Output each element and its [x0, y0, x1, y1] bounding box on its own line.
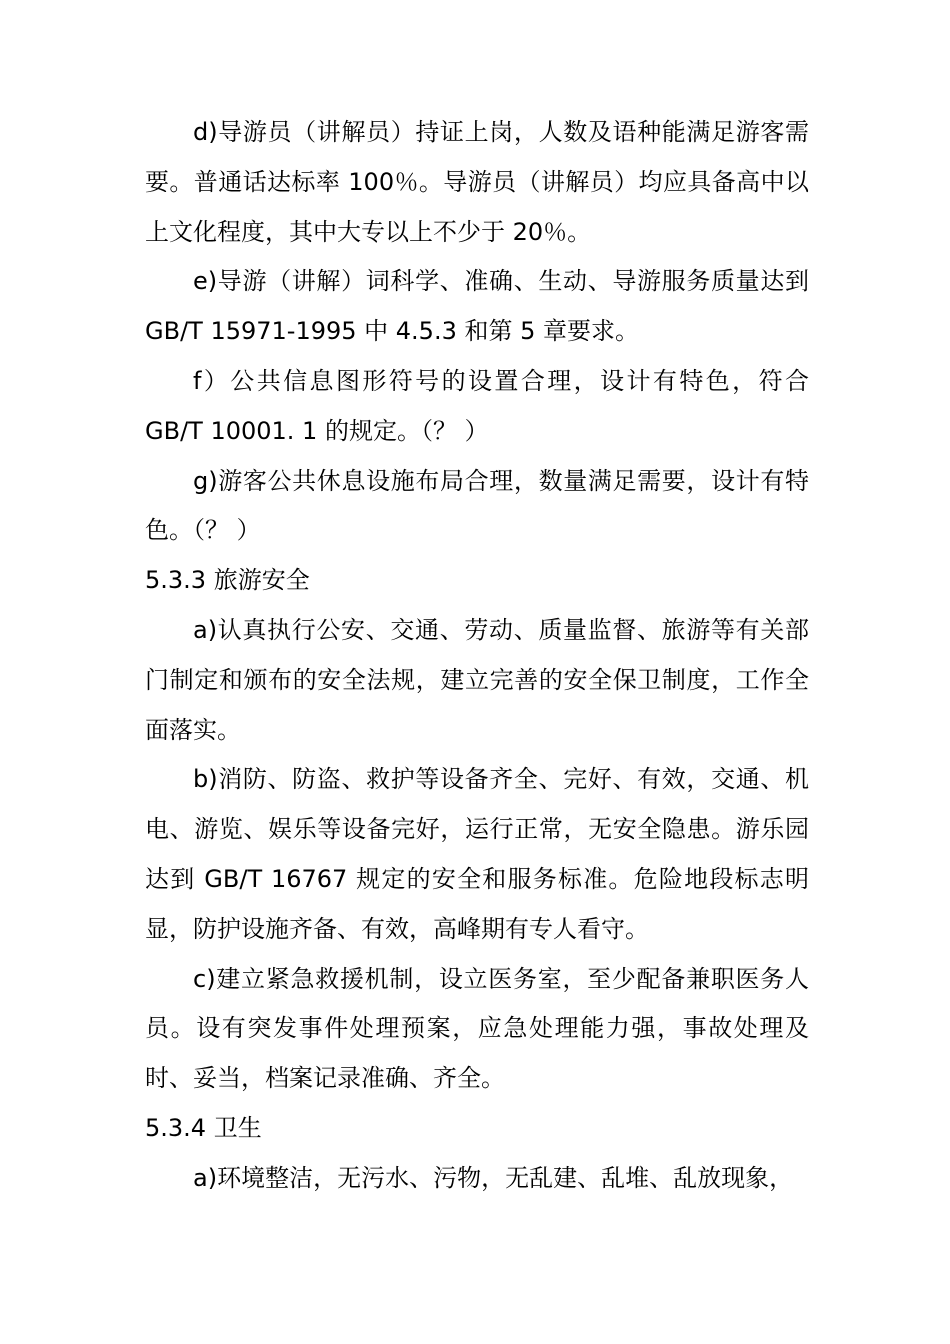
paragraph-d-tour-guides: d)导游员（讲解员）持证上岗，人数及语种能满足游客需要。普通话达标率 100％。导游员（讲解员）均应具备高中以上文化程度，其中大专以上不少于 20％。	[145, 118, 809, 246]
paragraph-f-public-signage: f）公共信息图形符号的设置合理，设计有特色，符合 GB/T 10001. 1 的规定。（？ ）	[145, 366, 809, 445]
paragraph-c-emergency-rescue: c)建立紧急救援机制，设立医务室，至少配备兼职医务人员。设有突发事件处理预案，应急处理能力强，事故处理及时、妥当，档案记录准确、齐全。	[145, 964, 809, 1093]
paragraph-a-environment-clean: a)环境整洁，无污水、污物，无乱建、乱堆、乱放现象，	[193, 1163, 794, 1192]
section-heading-5-3-4: 5.3.4 卫生	[145, 1113, 262, 1142]
document-body	[145, 108, 809, 1204]
paragraph-g-rest-facilities: g)游客公共休息设施布局合理，数量满足需要，设计有特色。（？ ）	[145, 466, 809, 545]
paragraph-a-safety-regulations: a)认真执行公安、交通、劳动、质量监督、旅游等有关部门制定和颁布的安全法规，建立完善的安全保卫制度，工作全面落实。	[145, 615, 809, 744]
paragraph-b-safety-equipment: b)消防、防盗、救护等设备齐全、完好、有效，交通、机电、游览、娱乐等设备完好，运行正常，无安全隐患。游乐园达到 GB/T 16767 规定的安全和服务标准。危险地段标志明显，防护设施齐备、有效，高峰期有专人看守。	[145, 765, 809, 943]
section-heading-5-3-3: 5.3.3 旅游安全	[145, 566, 310, 595]
paragraph-e-guide-commentary: e)导游（讲解）词科学、准确、生动、导游服务质量达到 GB/T 15971-1995 中 4.5.3 和第 5 章要求。	[145, 267, 809, 346]
